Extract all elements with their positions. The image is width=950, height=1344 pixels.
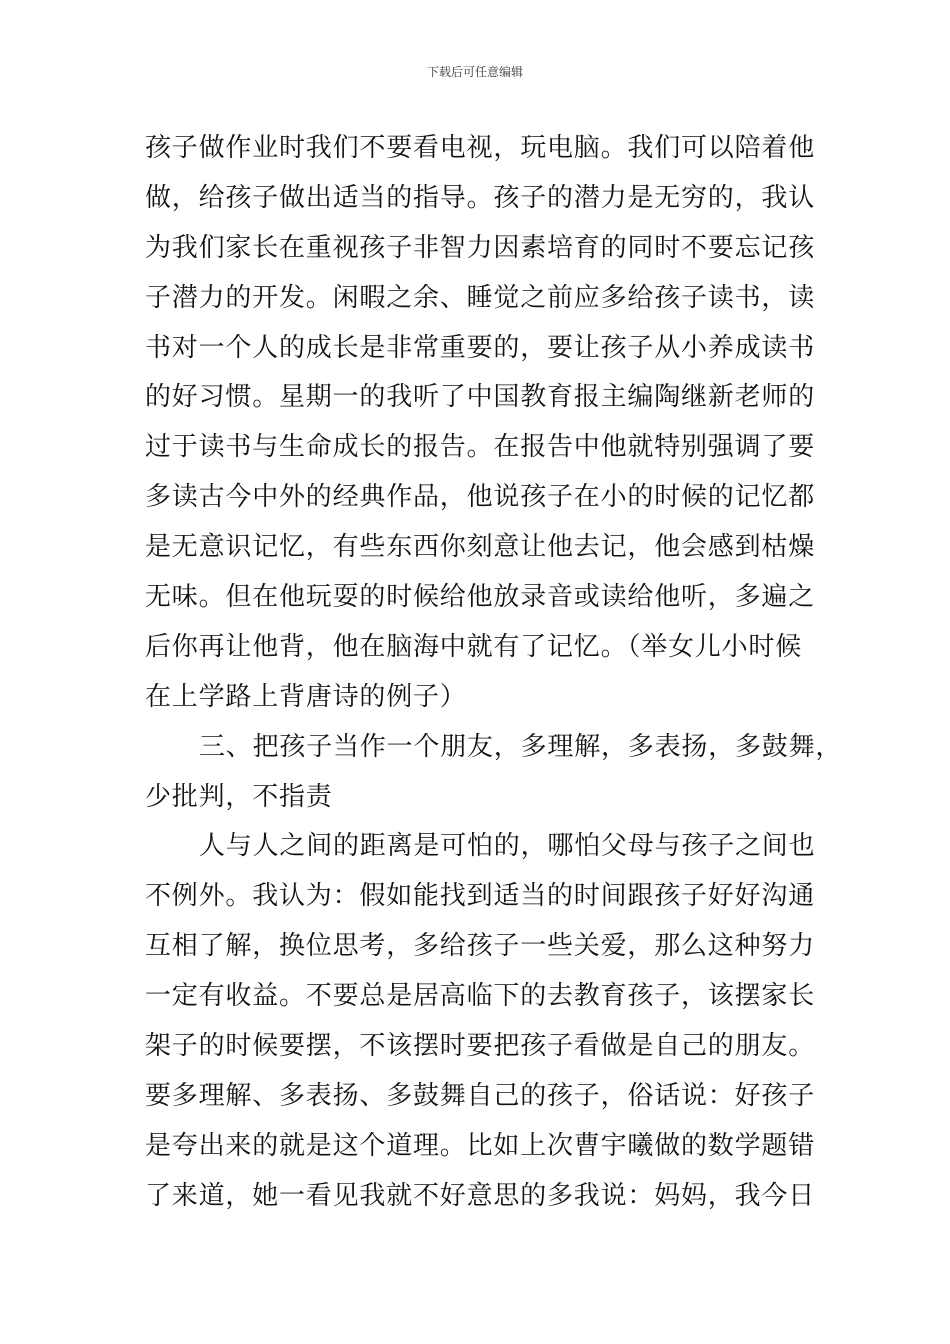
- text-line: 了来道，她一看见我就不好意思的多我说：妈妈，我今日: [145, 1180, 816, 1211]
- text-line: 要多理解、多表扬、多鼓舞自己的孩子，俗话说：好孩子: [145, 1080, 816, 1111]
- text-line: 的好习惯。星期一的我听了中国教育报主编陶继新老师的: [145, 382, 816, 413]
- text-line: 互相了解，换位思考，多给孩子一些关爱，那么这种努力: [145, 931, 816, 962]
- text-line: 多读古今中外的经典作品，他说孩子在小的时候的记忆都: [145, 482, 816, 513]
- page-header: 下载后可任意编辑: [426, 65, 523, 79]
- text-line: 是夸出来的就是这个道理。比如上次曹宇曦做的数学题错: [145, 1130, 816, 1161]
- text-line: 一定有收益。不要总是居高临下的去教育孩子，该摆家长: [145, 981, 816, 1012]
- text-line: 无味。但在他玩耍的时候给他放录音或读给他听，多遍之: [145, 582, 816, 613]
- text-line: 架子的时候要摆，不该摆时要把孩子看做是自己的朋友。: [145, 1031, 816, 1062]
- document-body: [145, 124, 843, 1222]
- text-line: 不例外。我认为：假如能找到适当的时间跟孩子好好沟通: [145, 881, 816, 912]
- text-line: 子潜力的开发。闲暇之余、睡觉之前应多给孩子读书，读: [145, 282, 816, 313]
- text-line: 是无意识记忆，有些东西你刻意让他去记，他会感到枯燥: [145, 532, 816, 563]
- text-line: 做，给孩子做出适当的指导。孩子的潜力是无穷的，我认: [145, 182, 816, 213]
- section-heading-line: 三、把孩子当作一个朋友，多理解，多表扬，多鼓舞，: [199, 731, 843, 762]
- text-line: 书对一个人的成长是非常重要的，要让孩子从小养成读书: [145, 332, 816, 363]
- text-line: 孩子做作业时我们不要看电视，玩电脑。我们可以陪着他: [145, 133, 816, 163]
- text-line: 过于读书与生命成长的报告。在报告中他就特别强调了要: [145, 432, 816, 463]
- text-line: 后你再让他背，他在脑海中就有了记忆。（举女儿小时候: [145, 631, 803, 662]
- text-line: 为我们家长在重视孩子非智力因素培育的同时不要忘记孩: [145, 232, 816, 263]
- section-heading-line: 少批判，不指责: [145, 781, 333, 812]
- paragraph-start-line: 人与人之间的距离是可怕的，哪怕父母与孩子之间也: [199, 831, 816, 862]
- text-line: 在上学路上背唐诗的例子）: [145, 681, 467, 712]
